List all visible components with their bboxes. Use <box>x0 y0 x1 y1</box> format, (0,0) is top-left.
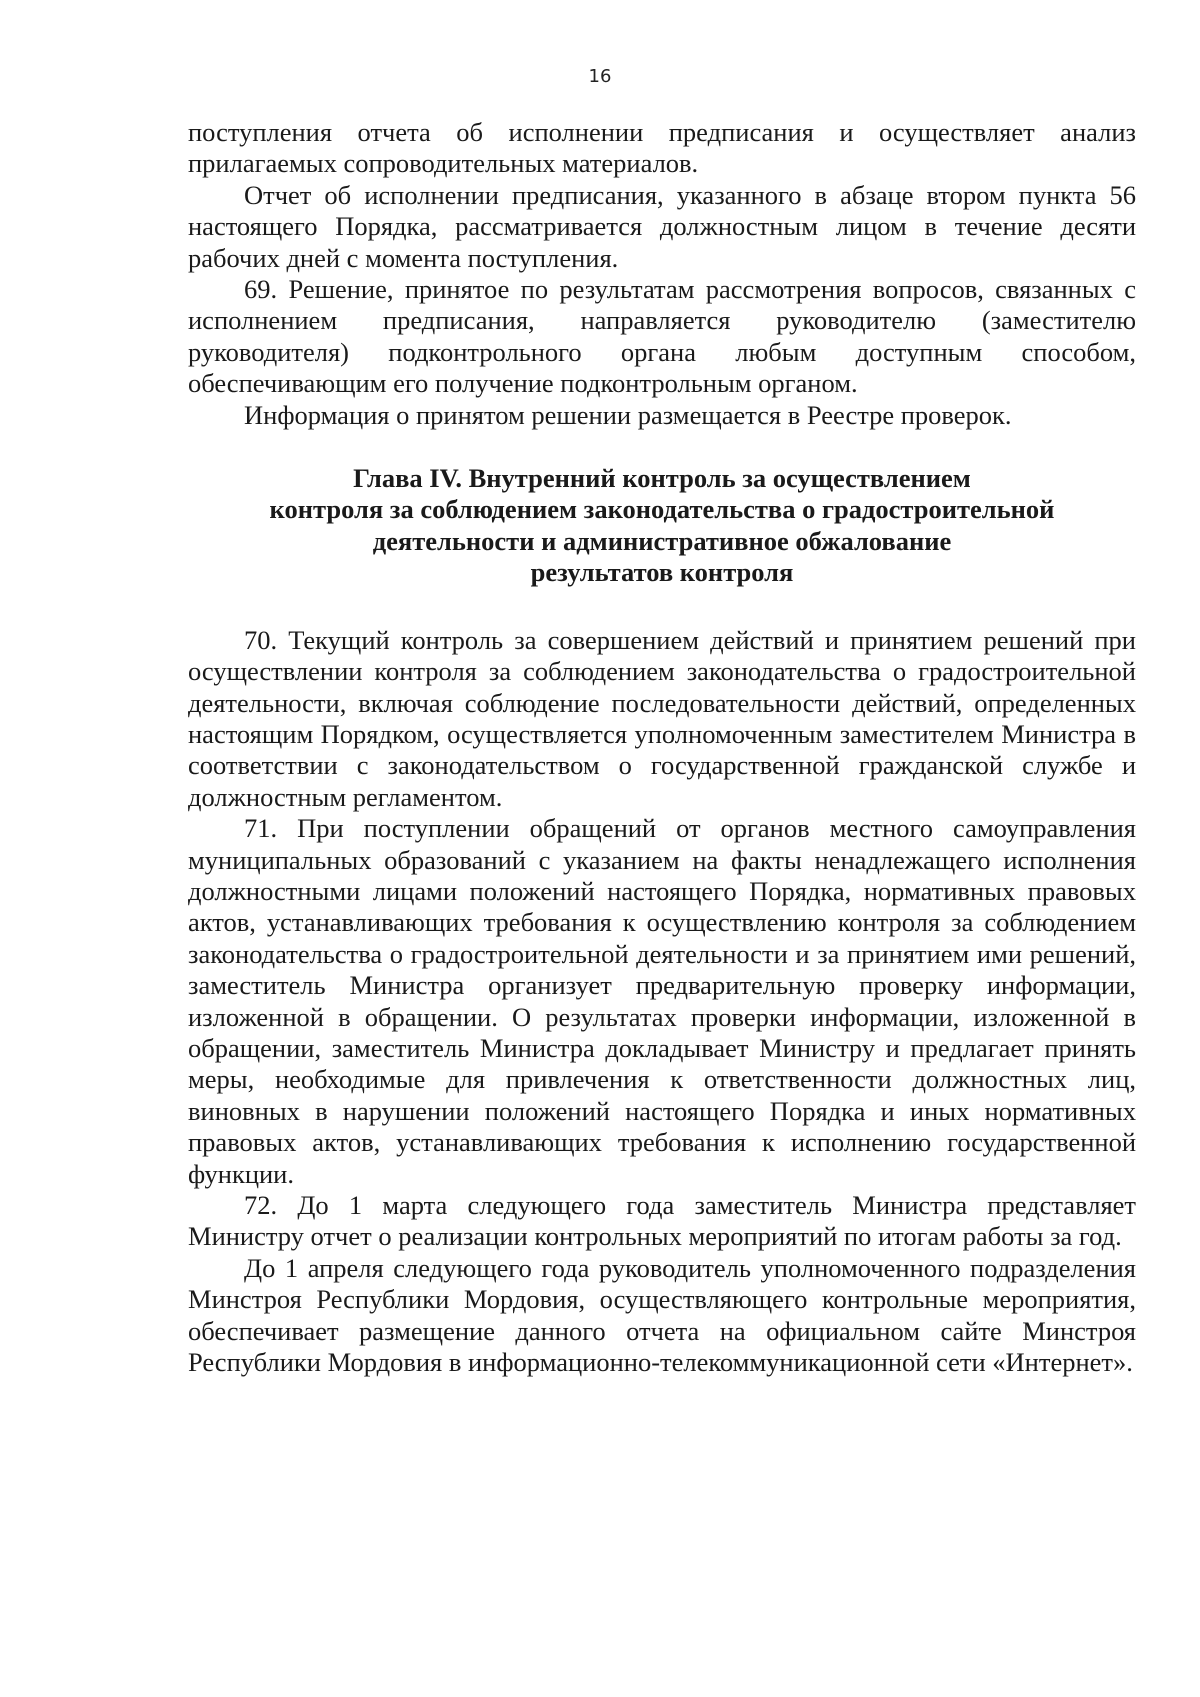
chapter-title-line: контроля за соблюдением законодательства о градостроительной <box>269 494 1055 525</box>
document-body <box>188 117 1136 1378</box>
paragraph-70: 70. Текущий контроль за совершением действий и принятием решений при осуществлении контроля за соблюдением законодательства о градостроительной деятельности, включая соблюдение последовательности действий, определенных настоящим Порядком, осуществляется уполномоченным заместителем Министра в соответствии с законодательством о государственной гражданской службе и должностным регламентом. <box>188 624 1136 812</box>
paragraph-71: 71. При поступлении обращений от органов местного самоуправления муниципальных образований с указанием на факты ненадлежащего исполнения должностными лицами положений настоящего Порядка, нормативных правовых актов, устанавливающих требования к осуществлению контроля за соблюдением законодательства о градостроительной деятельности и за принятием ими решений, заместитель Министра организует предварительную проверку информации, изложенной в обращении. О результатах проверки информации, изложенной в обращении, заместитель Министра докладывает Министру и предлагает принять меры, необходимые для привлечения к ответственности должностных лиц, виновных в нарушении положений настоящего Порядка и иных нормативных правовых актов, устанавливающих требования к исполнению государственной функции. <box>188 813 1136 1189</box>
paragraph-registry-info: Информация о принятом решении размещается в Реестре проверок. <box>244 399 1012 430</box>
paragraph-continuation: поступления отчета об исполнении предписания и осуществляет анализ прилагаемых сопроводительных материалов. <box>188 117 1136 179</box>
chapter-title-line: Глава IV. Внутренний контроль за осуществлением <box>353 463 971 494</box>
paragraph-69: 69. Решение, принятое по результатам рассмотрения вопросов, связанных с исполнением предписания, направляется руководителю (заместителю руководителя) подконтрольного органа любым доступным способом, обеспечивающим его получение подконтрольным органом. <box>188 274 1136 399</box>
page-number: 16 <box>588 66 612 87</box>
paragraph-april-report: До 1 апреля следующего года руководитель уполномоченного подразделения Минстроя Республики Мордовия, осуществляющего контрольные мероприятия, обеспечивает размещение данного отчета на официальном сайте Минстроя Республики Мордовия в информационно-телекоммуникационной сети «Интернет». <box>188 1252 1136 1378</box>
chapter-title-line: результатов контроля <box>530 557 794 588</box>
chapter-title-line: деятельности и административное обжалование <box>372 525 952 556</box>
paragraph-72: 72. До 1 марта следующего года заместитель Министра представляет Министру отчет о реализации контрольных мероприятий по итогам работы за год. <box>188 1190 1136 1252</box>
paragraph-report-review: Отчет об исполнении предписания, указанного в абзаце втором пункта 56 настоящего Порядка, рассматривается должностным лицом в течение десяти рабочих дней с момента поступления. <box>188 179 1136 273</box>
chapter-title <box>188 463 1136 589</box>
